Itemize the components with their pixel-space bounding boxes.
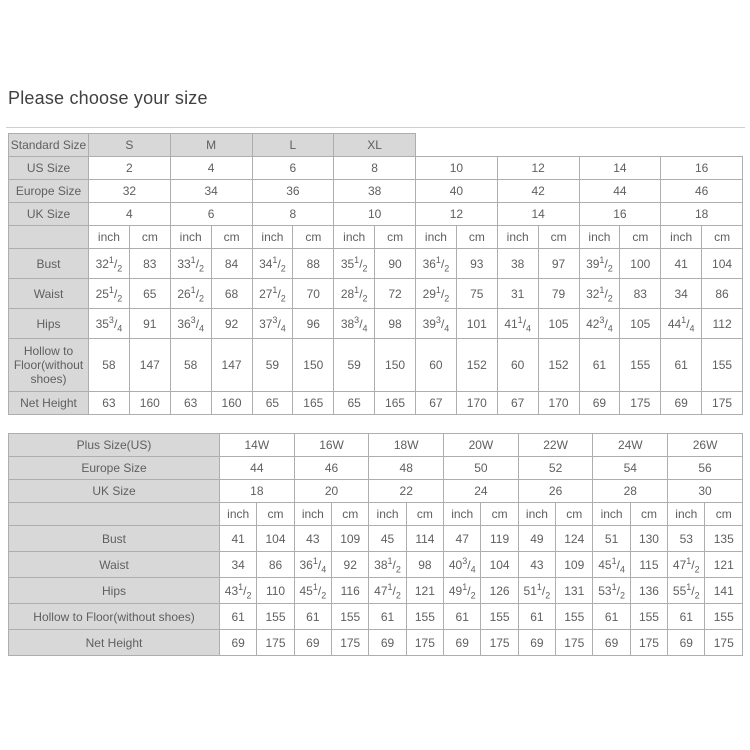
unit-cm-cell: cm	[375, 226, 416, 249]
measure-value-cell: 98	[406, 552, 443, 578]
size-value-cell: 4	[170, 157, 252, 180]
unit-cm-cell: cm	[257, 503, 294, 526]
size-value-cell: 50	[444, 457, 519, 480]
unit-cm-cell: cm	[211, 226, 252, 249]
title-divider	[6, 127, 745, 128]
measure-value-cell: 61	[668, 604, 705, 630]
size-value-cell: 20	[294, 480, 369, 503]
measure-value-cell: $53^1/_2$	[593, 578, 630, 604]
size-value-cell: 42	[497, 180, 579, 203]
size-value-cell: 44	[220, 457, 295, 480]
size-value-cell: 28	[593, 480, 668, 503]
measure-value-cell: 61	[294, 604, 331, 630]
size-group-cell: L	[252, 134, 334, 157]
measure-value-cell: 165	[293, 392, 334, 415]
size-group-cell: M	[170, 134, 252, 157]
measure-value-cell: 69	[593, 630, 630, 656]
measure-value-cell: 92	[211, 309, 252, 339]
size-value-cell: 18W	[369, 434, 444, 457]
measure-value-cell: 175	[332, 630, 369, 656]
row-label-cell: Hollow to Floor(without shoes)	[9, 604, 220, 630]
size-value-cell: 38	[334, 180, 416, 203]
measure-value-cell: 155	[702, 339, 743, 392]
measure-value-cell: 68	[211, 279, 252, 309]
unit-cm-cell: cm	[481, 503, 518, 526]
table-row	[9, 157, 743, 180]
unit-inch-cell: inch	[369, 503, 406, 526]
measure-value-cell: 63	[170, 392, 211, 415]
row-label-cell: UK Size	[9, 203, 89, 226]
measure-value-cell: 38	[497, 249, 538, 279]
table-row	[9, 503, 743, 526]
measure-value-cell: 83	[129, 249, 170, 279]
measure-value-cell: 34	[661, 279, 702, 309]
measure-value-cell: $45^1/_4$	[593, 552, 630, 578]
row-label-cell: Bust	[9, 249, 89, 279]
measure-value-cell: $27^1/_2$	[252, 279, 293, 309]
measure-value-cell: 104	[481, 552, 518, 578]
measure-value-cell: 114	[406, 526, 443, 552]
unit-inch-cell: inch	[661, 226, 702, 249]
measure-value-cell: 155	[620, 339, 661, 392]
measure-value-cell: $44^1/_4$	[661, 309, 702, 339]
table-row	[9, 339, 743, 392]
unit-cm-cell: cm	[406, 503, 443, 526]
size-value-cell: 6	[170, 203, 252, 226]
measure-value-cell: 150	[375, 339, 416, 392]
size-value-cell: 26W	[668, 434, 743, 457]
measure-value-cell: $33^1/_2$	[170, 249, 211, 279]
measure-value-cell: $25^1/_2$	[89, 279, 130, 309]
measure-value-cell: 45	[369, 526, 406, 552]
row-label-cell: Net Height	[9, 630, 220, 656]
size-value-cell: 18	[220, 480, 295, 503]
measure-value-cell: 79	[538, 279, 579, 309]
measure-value-cell: $37^3/_4$	[252, 309, 293, 339]
measure-value-cell: 119	[481, 526, 518, 552]
measure-value-cell: 170	[456, 392, 497, 415]
measure-value-cell: 63	[89, 392, 130, 415]
measure-value-cell: 175	[257, 630, 294, 656]
row-label-cell: Standard Size	[9, 134, 89, 157]
measure-value-cell: 41	[661, 249, 702, 279]
measure-value-cell: 84	[211, 249, 252, 279]
unit-inch-cell: inch	[497, 226, 538, 249]
size-value-cell: 10	[334, 203, 416, 226]
measure-value-cell: 51	[593, 526, 630, 552]
measure-value-cell: 70	[293, 279, 334, 309]
row-label-cell: Hollow to Floor(without shoes)	[9, 339, 89, 392]
measure-value-cell: 155	[481, 604, 518, 630]
measure-value-cell: $32^1/_2$	[89, 249, 130, 279]
size-value-cell: 32	[89, 180, 171, 203]
page-title: Please choose your size	[8, 88, 208, 108]
measure-value-cell: 105	[538, 309, 579, 339]
size-value-cell: 56	[668, 457, 743, 480]
measure-value-cell: 43	[294, 526, 331, 552]
row-label-cell: Hips	[9, 578, 220, 604]
measure-value-cell: 86	[702, 279, 743, 309]
row-label-cell: Europe Size	[9, 180, 89, 203]
measure-value-cell: 93	[456, 249, 497, 279]
measure-value-cell: $32^1/_2$	[579, 279, 620, 309]
measure-value-cell: $26^1/_2$	[170, 279, 211, 309]
measure-value-cell: $38^3/_4$	[334, 309, 375, 339]
size-value-cell: 10	[416, 157, 498, 180]
size-value-cell: 54	[593, 457, 668, 480]
measure-value-cell: $49^1/_2$	[444, 578, 481, 604]
size-value-cell: 40	[416, 180, 498, 203]
measure-value-cell: 67	[497, 392, 538, 415]
measure-value-cell: $36^1/_2$	[416, 249, 457, 279]
measure-value-cell: 126	[481, 578, 518, 604]
measure-value-cell: 152	[456, 339, 497, 392]
measure-value-cell: 101	[456, 309, 497, 339]
measure-value-cell: 175	[481, 630, 518, 656]
measure-value-cell: 152	[538, 339, 579, 392]
measure-value-cell: 47	[444, 526, 481, 552]
row-label-cell: Plus Size(US)	[9, 434, 220, 457]
measure-value-cell: 175	[556, 630, 593, 656]
measure-value-cell: 88	[293, 249, 334, 279]
measure-value-cell: 69	[369, 630, 406, 656]
measure-value-cell: 155	[705, 604, 743, 630]
measure-value-cell: $35^1/_2$	[334, 249, 375, 279]
measure-value-cell: 65	[252, 392, 293, 415]
size-value-cell: 22W	[518, 434, 593, 457]
row-label-cell: UK Size	[9, 480, 220, 503]
measure-value-cell: 175	[406, 630, 443, 656]
measure-value-cell: 175	[620, 392, 661, 415]
measure-value-cell: $43^1/_2$	[220, 578, 257, 604]
measure-value-cell: 83	[620, 279, 661, 309]
measure-value-cell: 97	[538, 249, 579, 279]
table-row	[9, 578, 743, 604]
row-label-cell: Waist	[9, 279, 89, 309]
size-value-cell: 16W	[294, 434, 369, 457]
unit-inch-cell: inch	[89, 226, 130, 249]
measure-value-cell: 58	[89, 339, 130, 392]
unit-inch-cell: inch	[334, 226, 375, 249]
measure-value-cell: 121	[705, 552, 743, 578]
unit-inch-cell: inch	[416, 226, 457, 249]
measure-value-cell: $47^1/_2$	[369, 578, 406, 604]
unit-inch-cell: inch	[294, 503, 331, 526]
measure-value-cell: $39^1/_2$	[579, 249, 620, 279]
measure-value-cell: 155	[630, 604, 667, 630]
measure-value-cell: 53	[668, 526, 705, 552]
measure-value-cell: 61	[593, 604, 630, 630]
table-row	[9, 203, 743, 226]
measure-value-cell: 69	[444, 630, 481, 656]
measure-value-cell: 175	[702, 392, 743, 415]
size-value-cell: 22	[369, 480, 444, 503]
measure-value-cell: $38^1/_2$	[369, 552, 406, 578]
measure-value-cell: 59	[334, 339, 375, 392]
size-value-cell: 14	[497, 203, 579, 226]
measure-value-cell: 61	[661, 339, 702, 392]
measure-value-cell: $55^1/_2$	[668, 578, 705, 604]
unit-cm-cell: cm	[538, 226, 579, 249]
measure-value-cell: 92	[332, 552, 369, 578]
row-label-cell: Bust	[9, 526, 220, 552]
measure-value-cell: 112	[702, 309, 743, 339]
unit-cm-cell: cm	[630, 503, 667, 526]
measure-value-cell: 67	[416, 392, 457, 415]
table-row	[9, 134, 743, 157]
measure-value-cell: 49	[518, 526, 555, 552]
measure-value-cell: 31	[497, 279, 538, 309]
measure-value-cell: $40^3/_4$	[444, 552, 481, 578]
measure-value-cell: 98	[375, 309, 416, 339]
measure-value-cell: 58	[170, 339, 211, 392]
measure-value-cell: 160	[211, 392, 252, 415]
size-value-cell: 30	[668, 480, 743, 503]
size-value-cell: 24W	[593, 434, 668, 457]
measure-value-cell: 65	[334, 392, 375, 415]
table-row	[9, 226, 743, 249]
row-label-cell	[9, 226, 89, 249]
measure-value-cell: $51^1/_2$	[518, 578, 555, 604]
size-value-cell: 14W	[220, 434, 295, 457]
measure-value-cell: 41	[220, 526, 257, 552]
unit-inch-cell: inch	[252, 226, 293, 249]
size-value-cell: 8	[334, 157, 416, 180]
measure-value-cell: 155	[332, 604, 369, 630]
measure-value-cell: 141	[705, 578, 743, 604]
measure-value-cell: 72	[375, 279, 416, 309]
size-value-cell: 24	[444, 480, 519, 503]
measure-value-cell: 96	[293, 309, 334, 339]
measure-value-cell: 34	[220, 552, 257, 578]
size-value-cell: 16	[579, 203, 661, 226]
unit-cm-cell: cm	[702, 226, 743, 249]
unit-inch-cell: inch	[444, 503, 481, 526]
size-value-cell: 12	[497, 157, 579, 180]
unit-cm-cell: cm	[556, 503, 593, 526]
row-label-cell: US Size	[9, 157, 89, 180]
table-row	[9, 180, 743, 203]
measure-value-cell: 170	[538, 392, 579, 415]
unit-inch-cell: inch	[579, 226, 620, 249]
size-value-cell: 48	[369, 457, 444, 480]
measure-value-cell: 60	[416, 339, 457, 392]
measure-value-cell: 69	[579, 392, 620, 415]
size-value-cell: 4	[89, 203, 171, 226]
measure-value-cell: 121	[406, 578, 443, 604]
row-label-cell: Europe Size	[9, 457, 220, 480]
unit-cm-cell: cm	[620, 226, 661, 249]
measure-value-cell: 61	[220, 604, 257, 630]
size-group-cell: XL	[334, 134, 416, 157]
row-label-cell: Waist	[9, 552, 220, 578]
size-value-cell: 6	[252, 157, 334, 180]
measure-value-cell: 60	[497, 339, 538, 392]
table-row	[9, 249, 743, 279]
measure-value-cell: $34^1/_2$	[252, 249, 293, 279]
size-value-cell: 8	[252, 203, 334, 226]
table-row	[9, 480, 743, 503]
size-value-cell: 12	[416, 203, 498, 226]
measure-value-cell: $47^1/_2$	[668, 552, 705, 578]
size-value-cell: 18	[661, 203, 743, 226]
unit-inch-cell: inch	[593, 503, 630, 526]
measure-value-cell: 135	[705, 526, 743, 552]
table-row	[9, 434, 743, 457]
measure-value-cell: 124	[556, 526, 593, 552]
unit-inch-cell: inch	[170, 226, 211, 249]
measure-value-cell: 155	[406, 604, 443, 630]
measure-value-cell: 130	[630, 526, 667, 552]
measure-value-cell: 104	[257, 526, 294, 552]
standard-size-table	[8, 133, 743, 415]
measure-value-cell: 105	[620, 309, 661, 339]
measure-value-cell: 165	[375, 392, 416, 415]
table-row	[9, 604, 743, 630]
measure-value-cell: 43	[518, 552, 555, 578]
measure-value-cell: 69	[220, 630, 257, 656]
size-value-cell: 34	[170, 180, 252, 203]
measure-value-cell: 91	[129, 309, 170, 339]
measure-value-cell: 109	[332, 526, 369, 552]
size-group-cell: S	[89, 134, 171, 157]
measure-value-cell: 155	[257, 604, 294, 630]
measure-value-cell: $39^3/_4$	[416, 309, 457, 339]
measure-value-cell: 115	[630, 552, 667, 578]
table-row	[9, 526, 743, 552]
unit-cm-cell: cm	[332, 503, 369, 526]
unit-cm-cell: cm	[705, 503, 743, 526]
size-value-cell: 46	[661, 180, 743, 203]
table-row	[9, 279, 743, 309]
measure-value-cell: 175	[705, 630, 743, 656]
measure-value-cell: 131	[556, 578, 593, 604]
unit-inch-cell: inch	[220, 503, 257, 526]
measure-value-cell: 61	[518, 604, 555, 630]
measure-value-cell: 61	[579, 339, 620, 392]
measure-value-cell: 59	[252, 339, 293, 392]
measure-value-cell: 100	[620, 249, 661, 279]
measure-value-cell: 104	[702, 249, 743, 279]
measure-value-cell: 90	[375, 249, 416, 279]
unit-inch-cell: inch	[518, 503, 555, 526]
plus-size-table	[8, 433, 743, 656]
measure-value-cell: 69	[661, 392, 702, 415]
table-row	[9, 309, 743, 339]
row-label-cell	[9, 503, 220, 526]
measure-value-cell: 86	[257, 552, 294, 578]
measure-value-cell: 110	[257, 578, 294, 604]
unit-cm-cell: cm	[456, 226, 497, 249]
row-label-cell: Net Height	[9, 392, 89, 415]
measure-value-cell: 150	[293, 339, 334, 392]
table-row	[9, 552, 743, 578]
measure-value-cell: 75	[456, 279, 497, 309]
measure-value-cell: 175	[630, 630, 667, 656]
measure-value-cell: $45^1/_2$	[294, 578, 331, 604]
measure-value-cell: 61	[444, 604, 481, 630]
size-value-cell: 14	[579, 157, 661, 180]
measure-value-cell: $42^3/_4$	[579, 309, 620, 339]
size-value-cell: 16	[661, 157, 743, 180]
size-value-cell: 20W	[444, 434, 519, 457]
measure-value-cell: 69	[518, 630, 555, 656]
measure-value-cell: $28^1/_2$	[334, 279, 375, 309]
measure-value-cell: 155	[556, 604, 593, 630]
measure-value-cell: 136	[630, 578, 667, 604]
measure-value-cell: 65	[129, 279, 170, 309]
measure-value-cell: $36^3/_4$	[170, 309, 211, 339]
measure-value-cell: $29^1/_2$	[416, 279, 457, 309]
size-value-cell: 52	[518, 457, 593, 480]
size-value-cell: 26	[518, 480, 593, 503]
unit-cm-cell: cm	[129, 226, 170, 249]
measure-value-cell: 69	[668, 630, 705, 656]
table-row	[9, 457, 743, 480]
measure-value-cell: 160	[129, 392, 170, 415]
measure-value-cell: 61	[369, 604, 406, 630]
size-value-cell: 44	[579, 180, 661, 203]
size-value-cell: 2	[89, 157, 171, 180]
measure-value-cell: $41^1/_4$	[497, 309, 538, 339]
table-row	[9, 392, 743, 415]
size-value-cell: 46	[294, 457, 369, 480]
measure-value-cell: $35^3/_4$	[89, 309, 130, 339]
measure-value-cell: 147	[129, 339, 170, 392]
measure-value-cell: 69	[294, 630, 331, 656]
measure-value-cell: $36^1/_4$	[294, 552, 331, 578]
size-value-cell: 36	[252, 180, 334, 203]
measure-value-cell: 116	[332, 578, 369, 604]
row-label-cell: Hips	[9, 309, 89, 339]
unit-cm-cell: cm	[293, 226, 334, 249]
unit-inch-cell: inch	[668, 503, 705, 526]
table-row	[9, 630, 743, 656]
measure-value-cell: 109	[556, 552, 593, 578]
measure-value-cell: 147	[211, 339, 252, 392]
